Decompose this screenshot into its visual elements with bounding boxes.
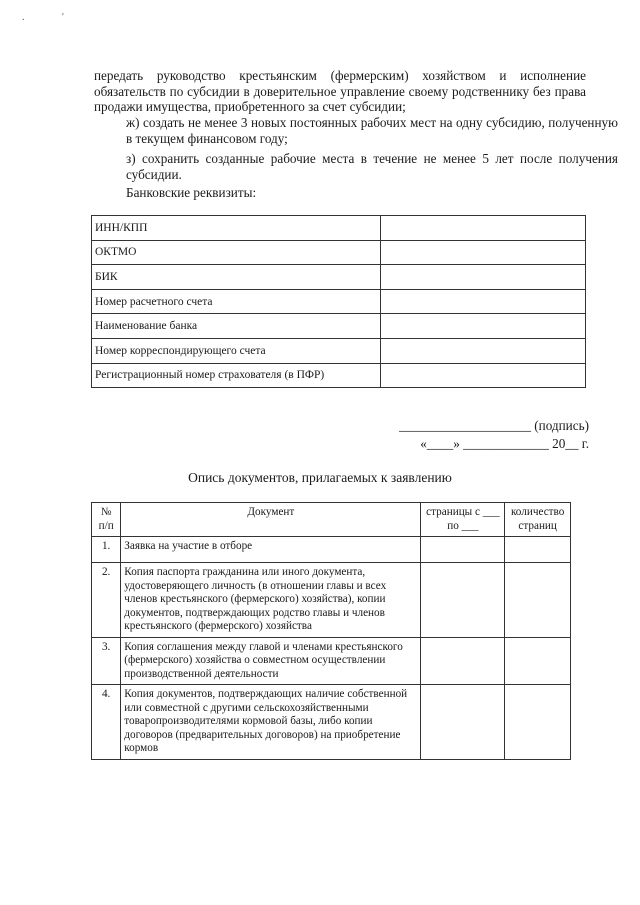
header-document: Документ — [121, 503, 421, 537]
row-pages — [421, 637, 505, 685]
date-line: «____» _____________ 20__ г. — [420, 436, 589, 451]
bank-field-label: ОКТМО — [92, 240, 381, 265]
bank-field-value — [381, 216, 586, 241]
bank-field-value — [381, 314, 586, 339]
signature-line: ____________________ (подпись) — [399, 418, 589, 433]
row-document: Копия соглашения между главой и членами крестьянского (фермерского) хозяйства о совместном осуществлении производственной деятельности — [121, 637, 421, 685]
table-row — [92, 265, 586, 290]
table-row — [92, 216, 586, 241]
paragraph-continuation: передать руководство крестьянским (фермерским) хозяйством и исполнение обязательств по субсидии в доверительное управление своему родственнику без права продажи имущества, приобретенного за счет субсидии; — [94, 68, 586, 114]
row-pages — [421, 537, 505, 563]
table-row — [92, 685, 571, 760]
table-row — [92, 314, 586, 339]
inventory-title: Опись документов, прилагаемых к заявлению — [188, 470, 452, 485]
documents-inventory-table — [91, 502, 571, 760]
bank-field-label: БИК — [92, 265, 381, 290]
table-row — [92, 563, 571, 638]
row-document: Копия паспорта гражданина или иного документа, удостоверяющего личность (в отношении главы и всех членов крестьянского (фермерского) хозяйства), копии документов, подтверждающих родство главы и членов крестьянского (фермерского) хозяйства — [121, 563, 421, 638]
bank-field-value — [381, 265, 586, 290]
scan-mark: . — [22, 12, 25, 23]
row-number: 2. — [92, 563, 121, 638]
bank-field-label: Номер расчетного счета — [92, 289, 381, 314]
scan-mark: ' — [62, 12, 64, 23]
bank-field-label: Регистрационный номер страхователя (в ПФР) — [92, 363, 381, 388]
row-count — [505, 537, 571, 563]
bank-field-value — [381, 240, 586, 265]
row-count — [505, 685, 571, 760]
row-number: 3. — [92, 637, 121, 685]
header-pages: страницы с ___ по ___ — [421, 503, 505, 537]
bank-field-value — [381, 363, 586, 388]
row-number: 1. — [92, 537, 121, 563]
table-row — [92, 338, 586, 363]
table-row — [92, 537, 571, 563]
table-header-row — [92, 503, 571, 537]
bank-details-table — [91, 215, 586, 388]
bank-field-label: Наименование банка — [92, 314, 381, 339]
table-row — [92, 289, 586, 314]
header-page-count: количество страниц — [505, 503, 571, 537]
table-row — [92, 240, 586, 265]
bank-field-label: ИНН/КПП — [92, 216, 381, 241]
row-pages — [421, 685, 505, 760]
table-row — [92, 363, 586, 388]
paragraph-item-z: з) сохранить созданные рабочие места в течение не менее 5 лет после получения субсидии. — [126, 151, 618, 182]
bank-details-heading: Банковские реквизиты: — [126, 185, 257, 200]
row-number: 4. — [92, 685, 121, 760]
paragraph-item-zh: ж) создать не менее 3 новых постоянных рабочих мест на одну субсидию, полученную в текущем финансовом году; — [126, 115, 618, 146]
bank-field-value — [381, 289, 586, 314]
row-document: Копия документов, подтверждающих наличие собственной или совместной с другими сельскохозяйственными товаропроизводителями кормовой базы, либо копии договоров (предварительных договоров) на приобретение кормов — [121, 685, 421, 760]
bank-field-value — [381, 338, 586, 363]
table-row — [92, 637, 571, 685]
row-count — [505, 637, 571, 685]
row-count — [505, 563, 571, 638]
row-pages — [421, 563, 505, 638]
row-document: Заявка на участие в отборе — [121, 537, 421, 563]
header-num: № п/п — [92, 503, 121, 537]
bank-field-label: Номер корреспондирующего счета — [92, 338, 381, 363]
